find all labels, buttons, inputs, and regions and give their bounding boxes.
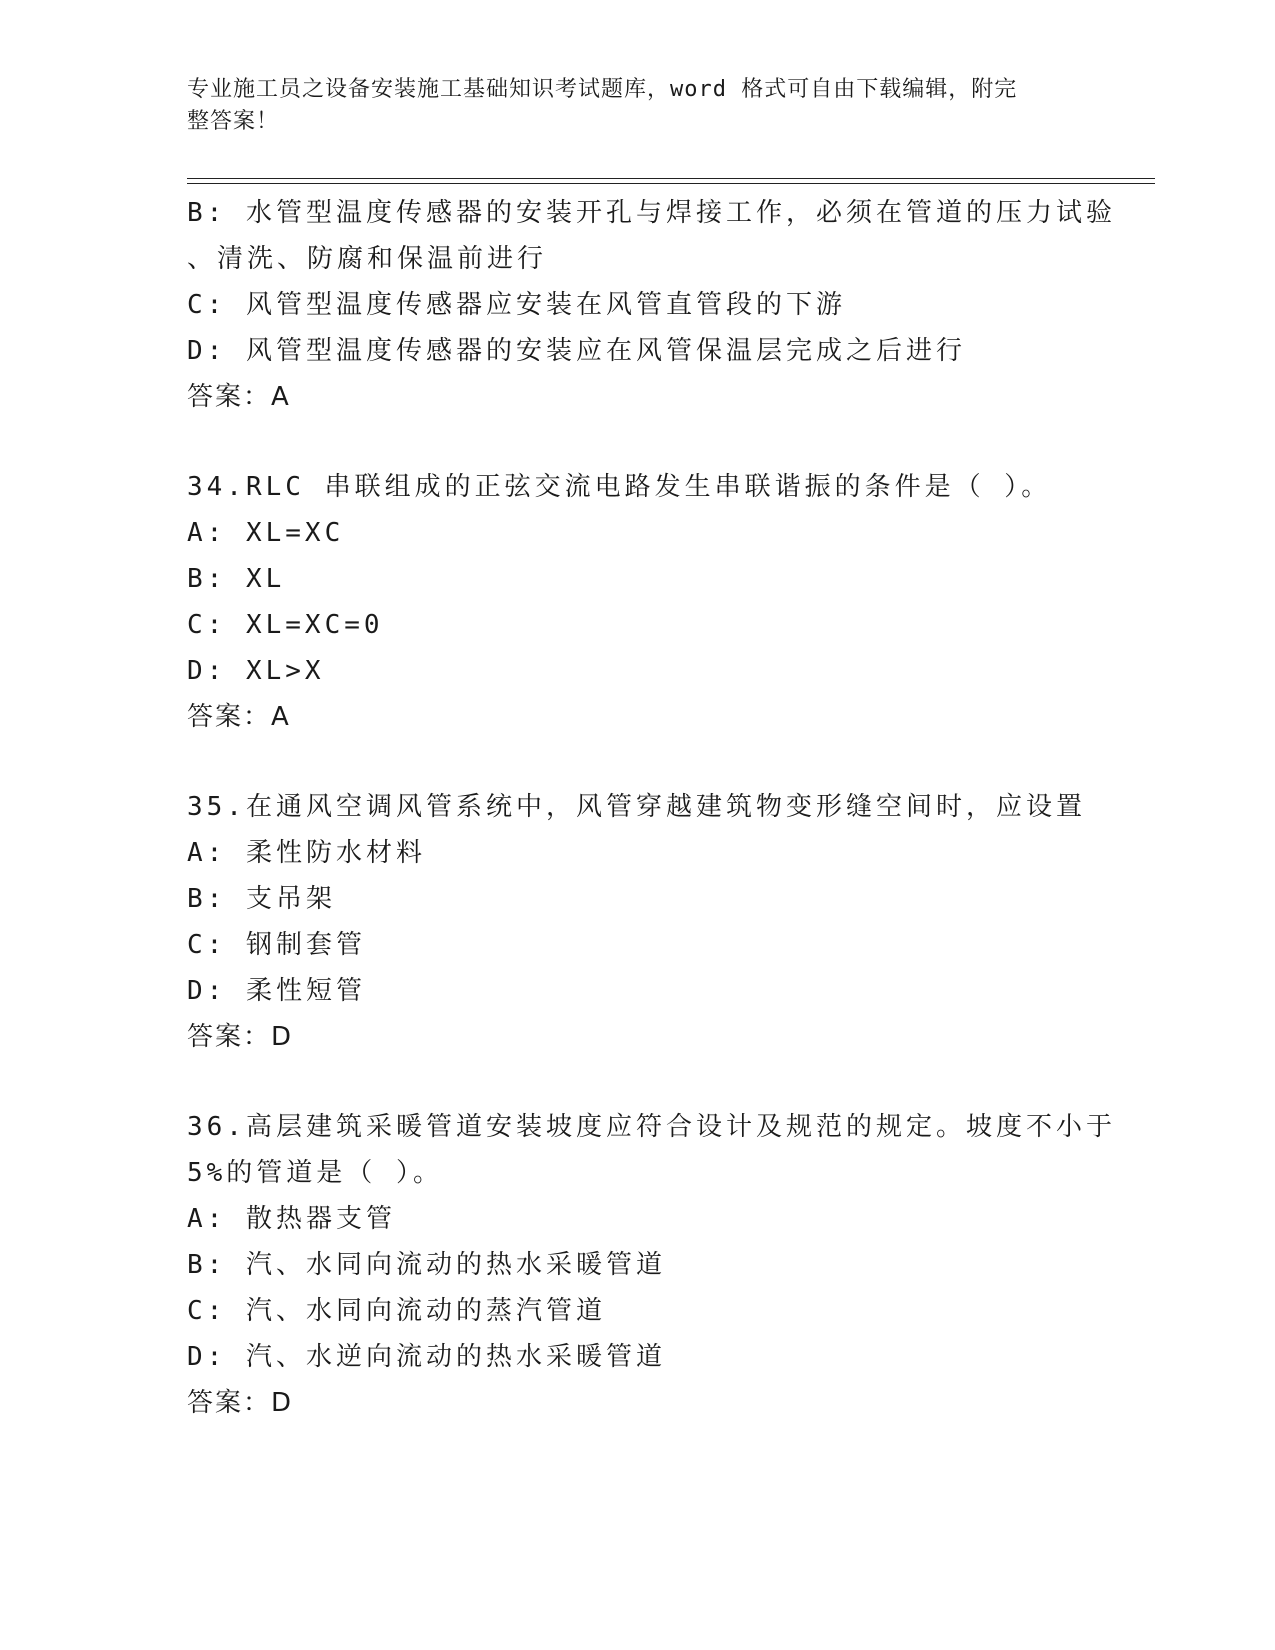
option-b: B: 汽、水同向流动的热水采暖管道 [187, 1250, 666, 1280]
answer: 答案：A [187, 702, 291, 732]
answer: 答案：D [187, 1022, 294, 1052]
option-d: D: 汽、水逆向流动的热水采暖管道 [187, 1342, 666, 1372]
option-a: A: 散热器支管 [187, 1204, 396, 1234]
option-b: B: XL [187, 564, 286, 594]
answer: 答案：D [187, 1388, 294, 1418]
option-c: C: 风管型温度传感器应安装在风管直管段的下游 [187, 290, 846, 320]
question-list [187, 190, 1116, 1426]
question-36 [187, 1104, 1116, 1426]
option-b: B: 水管型温度传感器的安装开孔与焊接工作，必须在管道的压力试验 [187, 198, 1116, 228]
spacer [187, 420, 1087, 464]
question-34 [187, 464, 1087, 740]
option-c: C: 钢制套管 [187, 930, 366, 960]
option-b-continued: 、清洗、防腐和保温前进行 [187, 244, 548, 274]
prev-question [187, 190, 1116, 420]
option-d: D: 柔性短管 [187, 976, 366, 1006]
header-line-1: 专业施工员之设备安装施工基础知识考试题库，word 格式可自由下载编辑，附完 [187, 77, 1018, 102]
option-d: D: 风管型温度传感器的安装应在风管保温层完成之后进行 [187, 336, 966, 366]
spacer [187, 740, 1087, 784]
option-a: A: XL=XC [187, 518, 345, 548]
question-35 [187, 784, 1087, 1060]
option-d: D: XL>X [187, 656, 325, 686]
header-line-2: 整答案！ [187, 109, 280, 134]
option-b: B: 支吊架 [187, 884, 336, 914]
question-stem: 35.在通风空调风管系统中，风管穿越建筑物变形缝空间时，应设置 [187, 792, 1086, 822]
question-stem: 36.高层建筑采暖管道安装坡度应符合设计及规范的规定。坡度不小于 [187, 1112, 1116, 1142]
option-c: C: XL=XC=0 [187, 610, 384, 640]
question-stem: 34.RLC 串联组成的正弦交流电路发生串联谐振的条件是（ ）。 [187, 472, 1052, 502]
spacer [187, 1060, 1087, 1104]
option-c: C: 汽、水同向流动的蒸汽管道 [187, 1296, 606, 1326]
option-a: A: 柔性防水材料 [187, 838, 426, 868]
question-stem-continued: 5%的管道是（ ）。 [187, 1158, 443, 1188]
header-divider [187, 178, 1155, 184]
document-header [187, 74, 1067, 138]
answer: 答案：A [187, 382, 291, 412]
